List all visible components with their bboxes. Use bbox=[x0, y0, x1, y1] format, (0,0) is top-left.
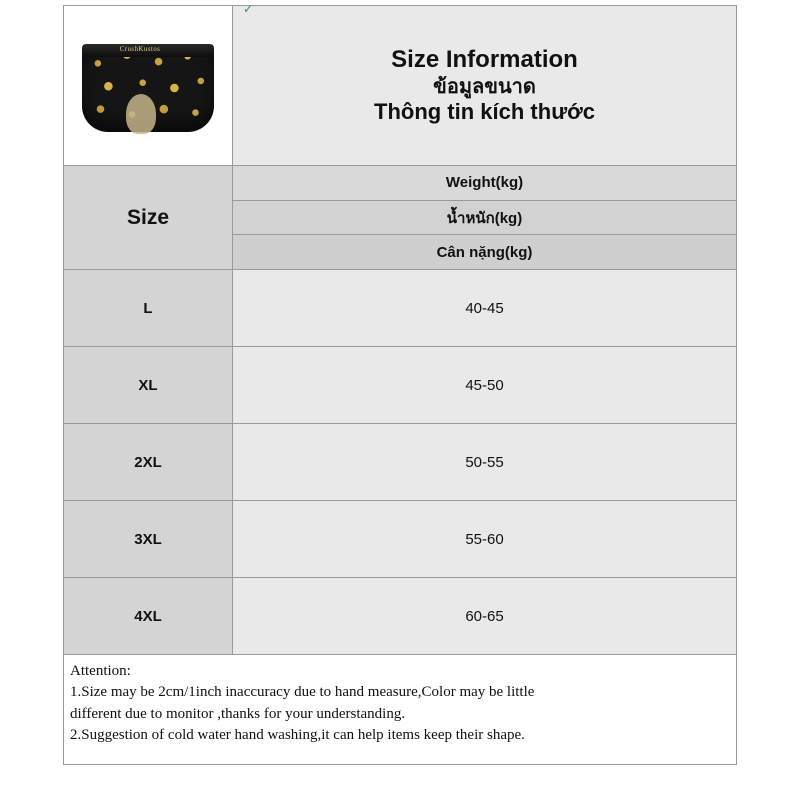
cell-weight: 40-45 bbox=[233, 270, 736, 346]
title-thai: ข้อมูลขนาด bbox=[433, 75, 536, 98]
cell-size: 3XL bbox=[64, 501, 233, 577]
table-row bbox=[64, 347, 736, 424]
size-information-table bbox=[63, 2, 737, 765]
attention-line-1: 1.Size may be 2cm/1inch inaccuracy due to hand measure,Color may be little bbox=[70, 684, 535, 701]
table-row bbox=[64, 424, 736, 501]
cell-size: 2XL bbox=[64, 424, 233, 500]
weight-label-thai: น้ำหนัก(kg) bbox=[233, 201, 736, 236]
title-english: Size Information bbox=[391, 46, 578, 74]
product-image-cell bbox=[64, 2, 254, 165]
cell-weight: 55-60 bbox=[233, 501, 736, 577]
column-header-row bbox=[64, 166, 736, 270]
attention-line-2: different due to monitor ,thanks for your understanding. bbox=[70, 705, 406, 722]
table-row bbox=[64, 270, 736, 347]
table-header-row bbox=[64, 2, 736, 166]
weight-label-vietnamese: Cân nặng(kg) bbox=[233, 235, 736, 269]
attention-line-3: 2.Suggestion of cold water hand washing,it can help items keep their shape. bbox=[70, 726, 525, 743]
cell-size: 4XL bbox=[64, 578, 233, 654]
brand-label: CrushKustos bbox=[119, 44, 161, 53]
attention-note bbox=[64, 655, 736, 764]
column-header-weight bbox=[233, 166, 736, 269]
cell-weight: 45-50 bbox=[233, 347, 736, 423]
attention-heading: Attention: bbox=[70, 663, 131, 679]
table-row bbox=[64, 501, 736, 578]
weight-label-english: Weight(kg) bbox=[233, 166, 736, 201]
column-header-size: Size bbox=[64, 166, 233, 269]
green-check-icon: ✓ bbox=[243, 2, 254, 16]
product-photo bbox=[74, 32, 222, 140]
title-vietnamese: Thông tin kích thước bbox=[374, 98, 595, 124]
table-row bbox=[64, 578, 736, 655]
boxer-brief-panel bbox=[126, 94, 156, 134]
cell-weight: 60-65 bbox=[233, 578, 736, 654]
cell-size: L bbox=[64, 270, 233, 346]
cell-size: XL bbox=[64, 347, 233, 423]
title-cell bbox=[233, 2, 736, 165]
cell-weight: 50-55 bbox=[233, 424, 736, 500]
